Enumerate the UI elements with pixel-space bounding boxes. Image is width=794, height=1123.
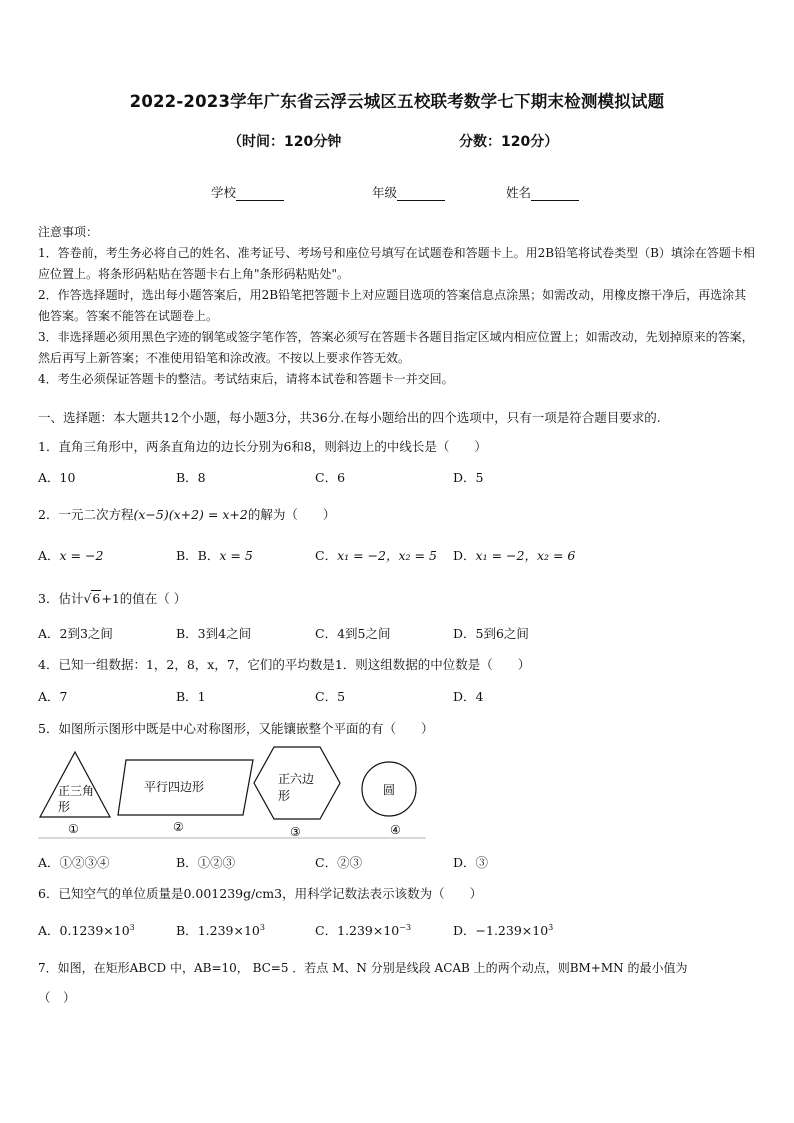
q6-option-d <box>453 921 553 939</box>
q6-option-c-value: 1.239×10 <box>337 923 400 938</box>
page-title: 2022-2023学年广东省云浮云城区五校联考数学七下期末检测模拟试题 <box>129 92 665 111</box>
q5-option-b: B．①②③ <box>176 855 236 870</box>
q2-stem-pre: 2．一元二次方程 <box>38 507 134 522</box>
q3-option-a: A．2到3之间 <box>38 626 113 641</box>
sqrt-sign-icon: √ <box>83 591 92 606</box>
q1-option-c: C．6 <box>315 470 346 485</box>
notice-item-3: 3．非选择题必须用黑色字迹的钢笔或签字笔作答，答案必须写在答题卡各题目指定区域内相应位置上；如需改动，先划掉原来的答案，然后再写上新答案；不准使用铅笔和涂改液。不按以上要求作答无效。 <box>38 330 754 365</box>
shape-1-number: ① <box>68 822 79 836</box>
q5-shapes-svg <box>38 745 426 841</box>
grade-label: 年级 <box>372 185 398 200</box>
shape-3-number: ③ <box>290 825 301 839</box>
q6-option-c <box>315 921 411 939</box>
q2-option-c <box>315 546 437 564</box>
q3-option-b: B．3到4之间 <box>176 626 252 641</box>
q6-option-b-label: B． <box>176 923 198 938</box>
exam-score: 分数：120分） <box>459 134 559 150</box>
notice-heading: 注意事项： <box>38 225 99 239</box>
name-field <box>506 183 579 201</box>
notice-item-4: 4．考生必须保证答题卡的整洁。考试结束后，请将本试卷和答题卡一并交回。 <box>38 372 454 386</box>
notice-item-2: 2．作答选择题时，选出每小题答案后，用2B铅笔把答题卡上对应题目选项的答案信息点涂黑；如需改动，用橡皮擦干净后，再选涂其他答案。答案不能答在试题卷上。 <box>38 288 747 323</box>
q2-stem-post: 的解为（ ） <box>247 507 336 522</box>
q6-option-c-label: C． <box>315 923 338 938</box>
q6-option-a-exp: 3 <box>129 922 135 932</box>
q6-option-d-label: D． <box>453 923 476 938</box>
shape-4-number: ④ <box>390 823 401 837</box>
q2-option-b-label: B．B． <box>176 548 220 563</box>
q2-option-a-label: A． <box>38 548 60 563</box>
shape-1-label-1: 正三角 <box>58 784 95 798</box>
notice-item-1: 1．答卷前，考生务必将自己的姓名、准考证号、考场号和座位号填写在试题卷和答题卡上。用2B铅笔将试卷类型（B）填涂在答题卡相应位置上。将条形码粘贴在答题卡右上角"条形码粘贴处"。 <box>38 246 755 281</box>
q6-option-d-exp: 3 <box>548 922 554 932</box>
section-heading: 一、选择题：本大题共12个小题，每小题3分，共36分.在每小题给出的四个选项中，只有一项是符合题目要求的. <box>38 410 661 425</box>
shape-1-label-2: 形 <box>58 800 71 814</box>
q4-option-a: A．7 <box>38 689 68 704</box>
q6-option-c-exp: −3 <box>399 922 412 932</box>
question-3-stem <box>38 589 186 607</box>
question-5-stem: 5．如图所示图形中既是中心对称图形，又能镶嵌整个平面的有（ ） <box>38 721 434 736</box>
question-7-tail: （ ） <box>38 990 76 1005</box>
q4-option-d: D．4 <box>453 689 484 704</box>
q1-option-d: D．5 <box>453 470 484 485</box>
q2-option-c-label: C． <box>315 548 338 563</box>
q2-equation: (x−5)(x+2) = x+2 <box>133 507 248 522</box>
q2-option-b-value: x = 5 <box>219 548 253 563</box>
q2-option-d-value: x₁ = −2，x₂ = 6 <box>475 548 576 563</box>
grade-blank[interactable] <box>397 188 445 201</box>
q3-radicand: 6 <box>92 591 101 606</box>
school-field <box>211 183 284 201</box>
school-label: 学校 <box>211 185 237 200</box>
shape-3-label-1: 正六边 <box>278 772 315 786</box>
q6-option-a-value: 0.1239×10 <box>59 923 130 938</box>
question-2-stem <box>38 505 335 523</box>
shape-2-label: 平行四边形 <box>144 780 205 794</box>
q3-option-c: C．4到5之间 <box>315 626 391 641</box>
exam-time: （时间：120分钟 <box>228 134 342 150</box>
grade-field <box>372 183 445 201</box>
q6-option-b <box>176 921 265 939</box>
question-7-stem: 7．如图，在矩形ABCD 中，AB=10， BC=5 ．若点 M、N 分别是线段 ACAB 上的两个动点，则BM+MN 的最小值为 <box>38 961 688 975</box>
notice-block <box>38 222 758 390</box>
q6-option-a-label: A． <box>38 923 60 938</box>
q1-option-b: B．8 <box>176 470 206 485</box>
q2-option-b <box>176 546 253 564</box>
q5-option-a: A．①②③④ <box>38 855 110 870</box>
q6-option-b-exp: 3 <box>259 922 265 932</box>
q3-option-d: D．5到6之间 <box>453 626 529 641</box>
q4-option-b: B．1 <box>176 689 206 704</box>
q4-option-c: C．5 <box>315 689 346 704</box>
q1-option-a: A．10 <box>38 470 76 485</box>
q6-option-a <box>38 921 135 939</box>
shape-2-number: ② <box>173 820 184 834</box>
q2-option-d-label: D． <box>453 548 476 563</box>
school-blank[interactable] <box>236 188 284 201</box>
q3-stem-post: +1的值在（ ） <box>101 591 187 606</box>
shape-4-label: 圆 <box>383 783 396 797</box>
q2-option-a <box>38 546 103 564</box>
q5-figure <box>38 745 426 841</box>
question-6-stem: 6．已知空气的单位质量是0.001239g/cm3，用科学记数法表示该数为（ ） <box>38 886 483 901</box>
shape-3-label-2: 形 <box>278 789 291 803</box>
q6-option-d-value: −1.239×10 <box>475 923 549 938</box>
name-label: 姓名 <box>506 185 532 200</box>
q2-option-d <box>453 546 575 564</box>
question-4-stem: 4．已知一组数据：1，2，8，x，7，它们的平均数是1．则这组数据的中位数是（ ） <box>38 657 531 672</box>
q2-option-a-value: x = −2 <box>59 548 104 563</box>
q6-option-b-value: 1.239×10 <box>197 923 260 938</box>
q2-option-c-value: x₁ = −2，x₂ = 5 <box>337 548 437 563</box>
question-1-stem: 1．直角三角形中，两条直角边的边长分别为6和8，则斜边上的中线长是（ ） <box>38 439 487 454</box>
q5-option-c: C．②③ <box>315 855 363 870</box>
name-blank[interactable] <box>531 188 579 201</box>
q3-stem-pre: 3．估计 <box>38 591 84 606</box>
q5-option-d: D．③ <box>453 855 489 870</box>
